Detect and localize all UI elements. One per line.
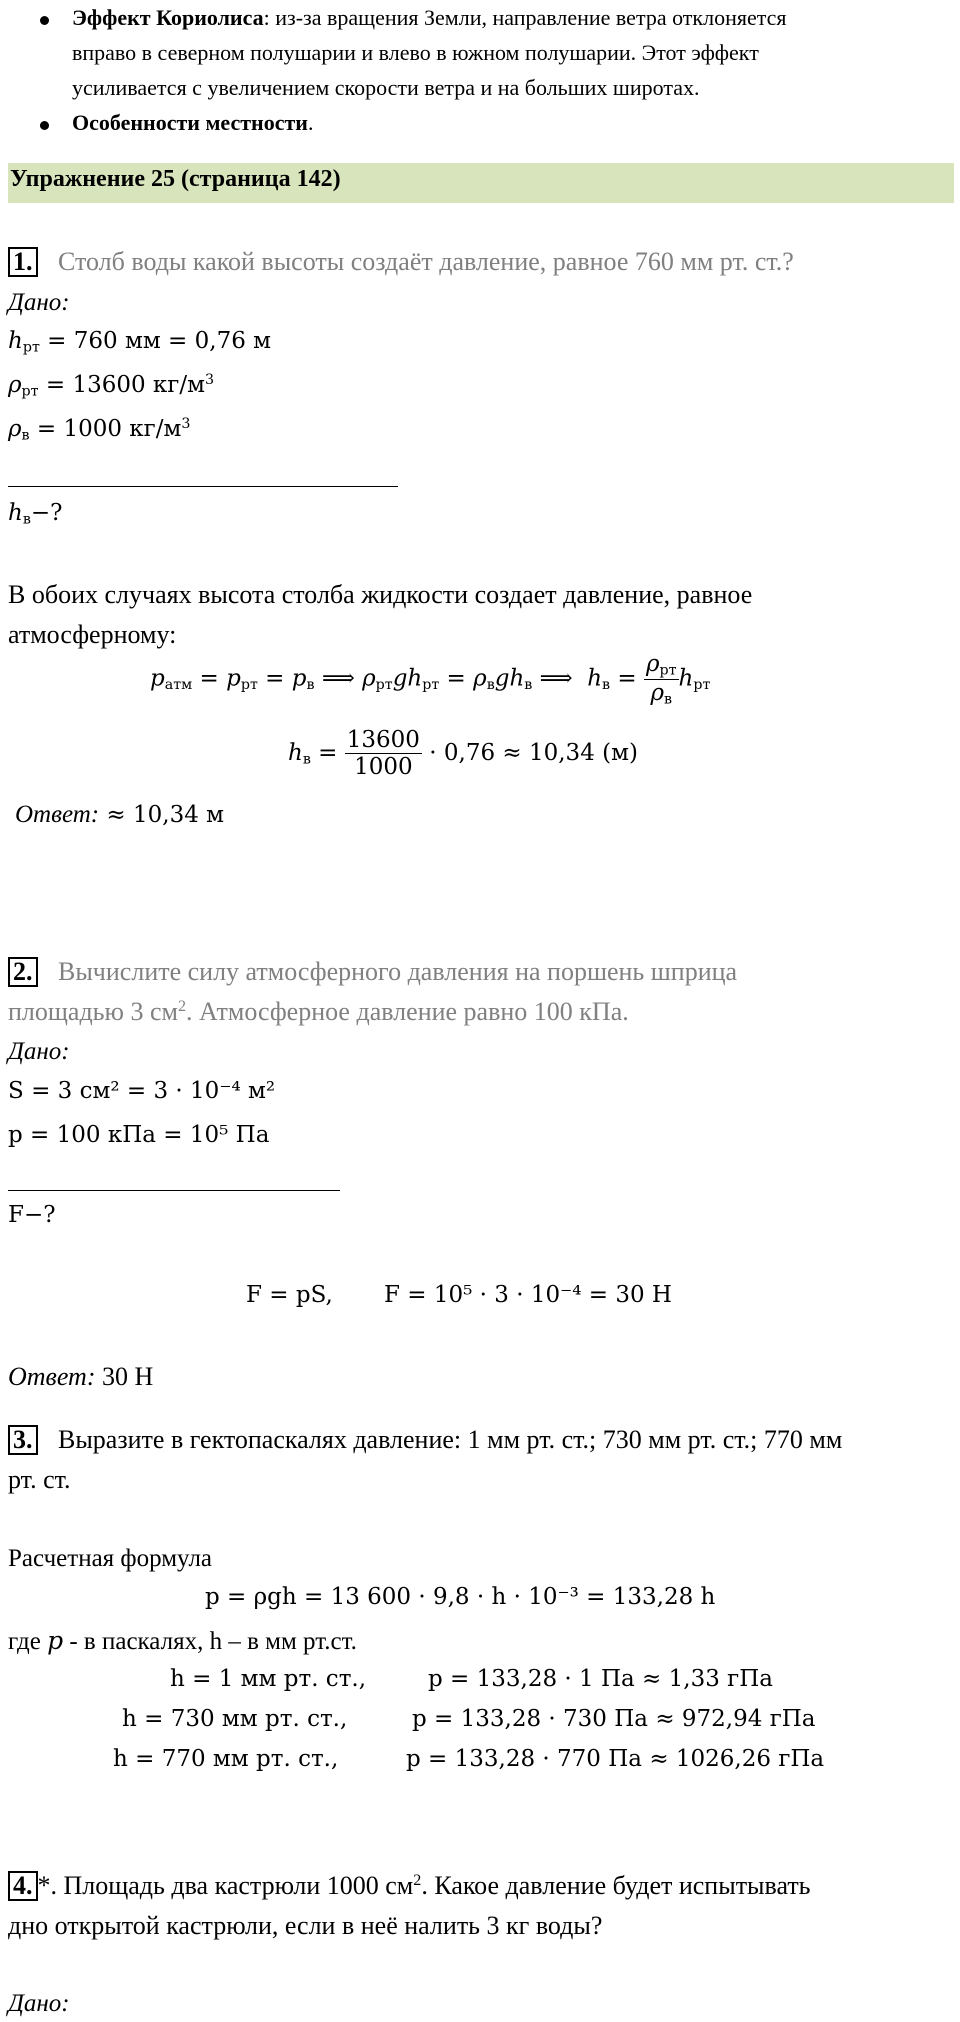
given-label: Дано: xyxy=(8,1990,70,2017)
given-line: $h_{рт} = 760$ мм = 0,76 м xyxy=(8,328,272,356)
fraction-denominator: 1000 xyxy=(354,754,413,781)
task4-question: 4. *. Площадь два кастрюли 1000 $см^2$. Какое давление будет испытывать xyxy=(8,1871,811,1901)
task-number-box: 3. xyxy=(8,1425,38,1455)
answer-line xyxy=(15,801,224,829)
answer-value: ≈ 10,34 м xyxy=(99,802,225,828)
bullet-line: вправо в северном полушарии и влево в южном полушарии. Этот эффект xyxy=(72,40,759,65)
task-number-box: 1. xyxy=(8,247,38,277)
calc-tail: · 0,76 ≈ 10,34 (м) xyxy=(429,739,638,766)
bullet-line: усиливается с увеличением скорости ветра и на больших широтах. xyxy=(72,75,700,100)
where-symbol: p xyxy=(47,1626,64,1655)
find-line: $h_в-$? xyxy=(8,500,63,528)
bullet-dot xyxy=(40,121,49,130)
answer-line xyxy=(8,1362,153,1392)
given-line: $\rho_в = 1000$ $кг/м^3$ xyxy=(8,416,191,444)
given-line: $\rho_{рт} = 13600$ $кг/м^3$ xyxy=(8,372,215,400)
fraction-numerator: 13600 xyxy=(346,727,420,753)
task3-question xyxy=(8,1425,842,1455)
conversion-row-h: h = 730 мм рт. ст., xyxy=(122,1706,348,1732)
answer-value: 30 Н xyxy=(95,1362,154,1391)
bullet-text: : из-за вращения Земли, направление ветра отклоняется xyxy=(263,5,787,30)
conversion-row-p: p = 133,28 · 770 Па ≈ 1026,26 гПа xyxy=(406,1746,825,1772)
given-line: p = 100 кПа = 10⁵ Па xyxy=(8,1122,270,1148)
question-part: . Атмосферное давление равно 100 кПа. xyxy=(186,997,629,1026)
task-question-text: рт. ст. xyxy=(8,1465,71,1494)
bullet-bold-term: Эффект Кориолиса xyxy=(72,5,264,30)
formula-label: Расчетная формула xyxy=(8,1545,213,1572)
bullet-dot xyxy=(40,16,49,25)
task2-question xyxy=(8,957,737,987)
given-divider xyxy=(8,486,398,487)
given-divider xyxy=(8,1190,340,1191)
conversion-row-p: p = 133,28 · 730 Па ≈ 972,94 гПа xyxy=(412,1706,816,1732)
question-part: площадью 3 см xyxy=(8,997,178,1026)
bullet-bold-term: Особенности местности xyxy=(72,110,308,135)
conversion-row-h: h = 770 мм рт. ст., xyxy=(113,1746,339,1772)
where-part: - в паскалях, h – в мм рт.ст. xyxy=(63,1628,357,1655)
given-value: = 1000 кг/м xyxy=(36,416,182,442)
given-label: Дано: xyxy=(8,1038,70,1065)
given-label: Дано: xyxy=(8,289,70,316)
task-question-text: дно открытой кастрюли, если в неё налить 3 кг воды? xyxy=(8,1911,603,1940)
task-question-text: . Какое давление будет испытывать xyxy=(421,1871,811,1900)
answer-label: Ответ: xyxy=(8,1362,96,1391)
task1-question xyxy=(8,247,794,277)
body-text: атмосферному: xyxy=(8,620,177,649)
conversion-row-h: h = 1 мм рт. ст., xyxy=(170,1666,367,1692)
bullet-coriolis xyxy=(72,5,787,31)
formula-force: F = pS, F = 10⁵ · 3 · 10⁻⁴ = 30 Н xyxy=(246,1282,672,1308)
given-value: = 13600 кг/м xyxy=(45,372,205,398)
where-line xyxy=(8,1626,357,1656)
given-line: S = 3 см² = 3 · 10⁻⁴ м² xyxy=(8,1078,276,1104)
bullet-text: . xyxy=(307,110,314,135)
conversion-row-p: p = 133,28 · 1 Па ≈ 1,33 гПа xyxy=(428,1666,773,1692)
task-number-box: 4. xyxy=(8,1871,38,1901)
formula-calculation: $h_в$ = $\frac{13600}{1000}$ · 0,76 ≈ 10,34 (м) xyxy=(288,727,638,781)
task-question-text: Столб воды какой высоты создаёт давление, равное 760 мм рт. ст.? xyxy=(58,247,794,276)
task-question-text: *. Площадь два кастрюли 1000 см xyxy=(37,1871,414,1900)
given-value: = 760 мм = 0,76 м xyxy=(47,328,272,354)
answer-label: Ответ: xyxy=(15,801,100,828)
exercise-title: Упражнение 25 (страница 142) xyxy=(10,166,341,192)
find-value: −? xyxy=(30,500,63,526)
body-text: В обоих случаях высота столба жидкости создает давление, равное xyxy=(8,580,753,609)
formula-pressure-balance: $p_{атм} = p_{рт} = p_в$ ⟹ $\rho_{рт}gh_{рт} = \rho_вgh_в$ ⟹ $h_в$ = $\frac{\rho_{рт}}{\rho_в}$ $h_{рт}$ xyxy=(150,651,711,708)
find-line: F−? xyxy=(8,1202,56,1228)
task-question-text: площадью 3 $см^2$. Атмосферное давление равно 100 кПа. xyxy=(8,997,629,1026)
task-number-box: 2. xyxy=(8,957,38,987)
where-part: где xyxy=(8,1628,48,1655)
task-question-text: Вычислите силу атмосферного давления на поршень шприца xyxy=(58,957,738,986)
formula-conversion: p = ρgh = 13 600 · 9,8 · h · 10⁻³ = 133,28 h xyxy=(205,1584,716,1610)
bullet-terrain xyxy=(72,110,313,136)
task-question-text: Выразите в гектопаскалях давление: 1 мм рт. ст.; 730 мм рт. ст.; 770 мм xyxy=(58,1425,843,1454)
